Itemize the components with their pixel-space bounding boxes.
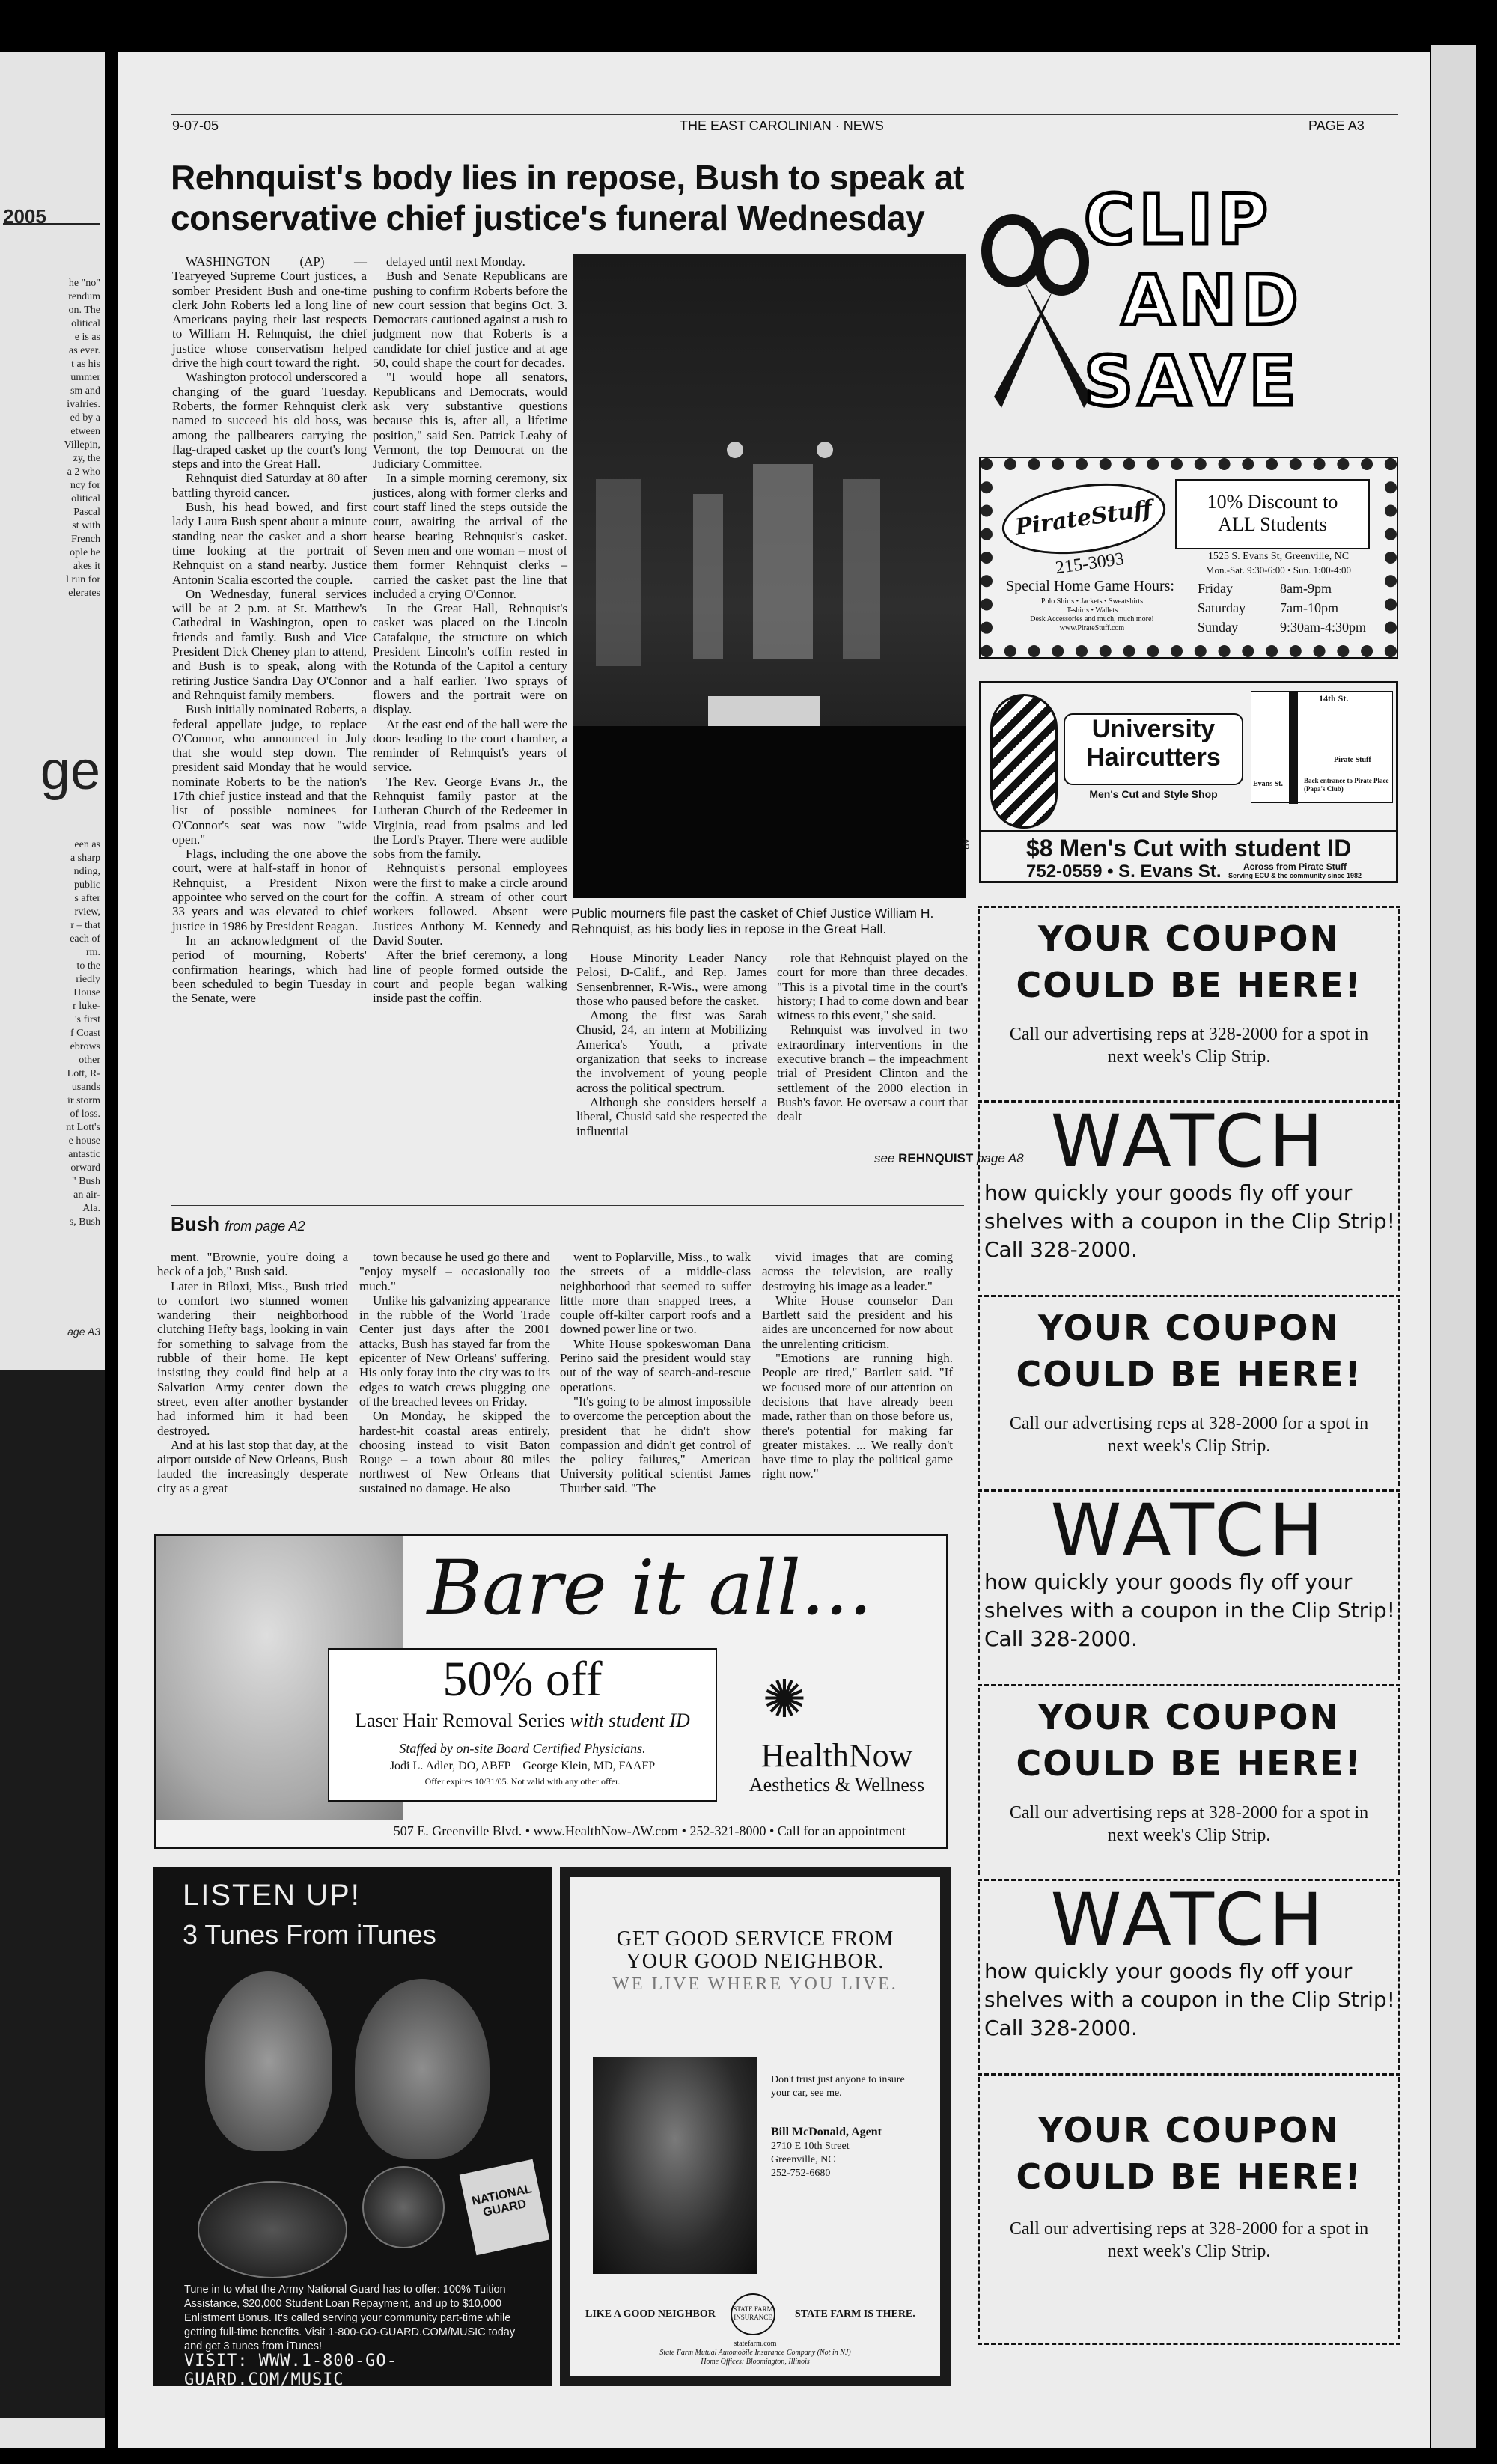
state-farm-ad[interactable] <box>560 1867 951 2386</box>
sf-head-2: YOUR GOOD NEIGHBOR. <box>626 1950 885 1973</box>
uh-map-evans: Evans St. <box>1253 780 1284 788</box>
adjacent-line: e is as <box>74 332 100 343</box>
adjacent-line: French <box>71 534 100 545</box>
ad-doctors: Jodi L. Adler, DO, ABFP George Klein, MD, FAAFP <box>389 1760 656 1772</box>
article-column-3 <box>576 951 767 1138</box>
and-word: AND <box>1121 260 1303 341</box>
sf-fine-2: State Farm Mutual Automobile Insurance Company (Not in NJ) <box>659 2349 851 2357</box>
watch-placeholder-3[interactable] <box>978 1878 1400 2070</box>
adjacent-line: to the <box>76 960 100 972</box>
photo-flag-casket <box>708 696 820 726</box>
paragraph: In a simple morning ceremony, six justices, along with former clerks and court staff lined the steps outside the court, awaiting the arrival of the hearse bearing Rehnquist's casket. Seven men and one woman – most of them former Rehnquist clerks – carried the casket past the line that included a crying O'Connor. <box>373 471 567 601</box>
adjacent-line: etween <box>70 426 100 437</box>
ad-script-title: Bare it all... <box>427 1544 873 1632</box>
sf-agent-photo <box>593 2057 757 2274</box>
adjacent-line: ople he <box>70 547 100 558</box>
photo-credit: AP <box>961 838 970 850</box>
paragraph: delayed until next Monday. <box>386 254 525 269</box>
pirate-stuff-ad[interactable] <box>979 457 1398 659</box>
sf-fine-1: statefarm.com <box>734 2340 777 2348</box>
pirate-discount: 10% Discount to ALL Students <box>1175 479 1370 549</box>
adjacent-line: sm and <box>70 385 100 397</box>
paragraph: At the east end of the hall were the doors leading to the court chamber, a reminder of Rehnquist's years of service. <box>373 716 567 775</box>
adjacent-line: olitical <box>71 493 100 504</box>
adjacent-line: ebrows <box>70 1041 100 1052</box>
adjacent-year: 2005 <box>3 210 100 225</box>
bush-column-2 <box>359 1250 550 1495</box>
uh-name-box <box>1064 713 1243 785</box>
pirate-items-2: T-shirts • Wallets <box>1066 606 1118 615</box>
paragraph: White House counselor Dan Bartlett said the president and his aides are unconcerned for now about the unrelenting criticism. <box>762 1293 953 1351</box>
clip-and-save-banner <box>972 180 1413 442</box>
paragraph: Bush initially nominated Roberts, a federal appellate judge, to replace O'Connor, who announced in July that she would step down. The president said Monday that he would nominate Roberts to be the nation's 17th chief justice instead and that the list of possible nominees for O'Connor's seat was now "wide open." <box>172 702 367 847</box>
adjacent-line: of loss. <box>70 1109 100 1120</box>
coupon-line-2: COULD BE HERE! <box>1016 2156 1362 2197</box>
adjacent-line: House <box>73 987 100 998</box>
bush-column-4 <box>762 1250 953 1481</box>
uh-across: Across from Pirate Stuff <box>1243 862 1347 872</box>
coupon-line-2: COULD BE HERE! <box>1016 1743 1362 1784</box>
uh-serving: Serving ECU & the community since 1982 <box>1228 872 1362 879</box>
adjacent-line: an air- <box>73 1189 100 1201</box>
photo-lamp-2 <box>817 442 833 458</box>
adjacent-line: Ala. <box>82 1203 100 1214</box>
paragraph: "It's going to be almost impossible to overcome the perception about the president that he didn't show compassion and didn't get control of the policy failures," American University political scientist James Thurber said. "The <box>560 1394 751 1495</box>
pirate-game-title: Special Home Game Hours: <box>1006 578 1174 594</box>
article-column-4 <box>777 951 968 1124</box>
page-number: PAGE A3 <box>1308 118 1365 133</box>
jump-see: see <box>874 1151 895 1165</box>
header-rule <box>171 114 1398 115</box>
uh-map-pirate: Pirate Stuff <box>1334 756 1371 764</box>
photo-doorway-center <box>753 464 813 659</box>
adjacent-line: Villepin, <box>64 439 100 451</box>
sf-agent-name: Bill McDonald, Agent <box>771 2126 882 2138</box>
adjacent-line: a sharp <box>70 853 100 864</box>
paragraph: town because he used go there and "enjoy myself – occasionally too much." <box>359 1250 550 1293</box>
watch-text: how quickly your goods fly off your shelves with a coupon in the Clip Strip! Call 328-2000. <box>984 1180 1395 1262</box>
paragraph: ment. "Brownie, you're doing a heck of a job," Bush said. <box>157 1250 348 1279</box>
pirate-saturday: Saturday <box>1198 600 1246 615</box>
adjacent-line: as ever. <box>69 345 100 356</box>
paragraph: On Wednesday, funeral services will be at 2 p.m. at St. Matthew's Cathedral in Washington, open to friends and family. Bush and Vice President Dick Cheney plan to attend, and Bush is to speak, along with retiring Justice Sandra Day O'Connor and Rehnquist family members. <box>172 586 367 702</box>
jump-name: REHNQUIST <box>898 1151 974 1165</box>
article-column-1 <box>172 254 367 1005</box>
paragraph: The Rev. George Evans Jr., the Rehnquist family pastor at the Lutheran Church of the Redeemer in Virginia, read from psalms and led the Lord's Prayer. There were audible sobs from the family. <box>373 774 567 862</box>
uh-map-road <box>1289 692 1298 804</box>
adjacent-line: een as <box>74 839 100 850</box>
guard-body: Tune in to what the Army National Guard has to offer: 100% Tuition Assistance, $20,000 Student Loan Repayment, and up to $10,000 Enlistment Bonus. It's called serving your community part-time while getting full-time benefits. Visit 1-800-GO-GUARD.COM/MUSIC today and get 3 tunes from iTunes! <box>184 2284 516 2352</box>
clip-divider-5 <box>978 1684 1400 1686</box>
paragraph: Later in Biloxi, Miss., Bush tried to comfort two stunned women wandering their neighborhood clutching Hefty bags, looking in vain for something to salvage from the rubble of their home. He kept insisting they could find help at a Salvation Army center down the street, even after another bystander had informed him it had been destroyed. <box>157 1278 348 1438</box>
photo-doorway-right <box>843 479 880 659</box>
paragraph: Although she considers herself a liberal, Chusid said she respected the influential <box>576 1094 767 1138</box>
guard-person-2 <box>355 1979 490 2159</box>
paragraph: went to Poplarville, Miss., to walk the streets of a middle-class neighborhood that seemed to suffer little more than snapped trees, a couple off-kilter carport roofs and a downed power line or two. <box>560 1250 751 1337</box>
sf-phone: 252-752-6680 <box>771 2168 831 2179</box>
guard-person-1 <box>205 1971 332 2151</box>
adjacent-page-strip <box>0 52 105 2448</box>
paragraph: Bush, his head bowed, and first lady Laura Bush spent about a minute standing near the casket and a short time looking at the portrait of Rehnquist on a stand nearby. Justice Antonin Scalia escorted the couple. <box>172 500 367 587</box>
adjacent-line: elerates <box>68 588 100 599</box>
coupon-line-1: YOUR COUPON <box>1037 1308 1341 1348</box>
bush-column-3 <box>560 1250 751 1495</box>
guard-cd-2 <box>362 2166 445 2248</box>
pirate-hours: Mon.-Sat. 9:30-6:00 • Sun. 1:00-4:00 <box>1205 564 1352 576</box>
sf-head-3: WE LIVE WHERE YOU LIVE. <box>612 1974 898 1994</box>
paragraph: WASHINGTON (AP) — Tearyeyed Supreme Court justices, a somber President Bush and one-time clerk John Roberts led a long line of Americans paying their last respects to William H. Rehnquist, the chief justice whose conservatism helped drive the high court toward the right. <box>172 254 367 370</box>
adjacent-line: rendum <box>68 291 100 302</box>
uh-name-2: Haircutters <box>1086 743 1221 772</box>
sf-address-2: Greenville, NC <box>771 2154 835 2165</box>
sf-fine-3: Home Offices: Bloomington, Illinois <box>701 2358 810 2366</box>
uh-sub: Men's Cut and Style Shop <box>1089 788 1218 800</box>
paragraph: Flags, including the one above the court, were at half-staff in honor of Rehnquist, a President Nixon appointee who served on the court for 33 years and was elevated to chief justice in 1986 by President Reagan. <box>172 847 367 933</box>
adjacent-line: ivalries. <box>67 399 100 410</box>
healthnow-ad[interactable] <box>154 1534 948 1849</box>
coupon-line-1: YOUR COUPON <box>1037 2110 1341 2150</box>
guard-cd-1 <box>198 2181 347 2278</box>
adjacent-jump: age A3 <box>67 1326 100 1338</box>
clip-divider-8 <box>978 2343 1400 2345</box>
paragraph: House Minority Leader Nancy Pelosi, D-Calif., and Rep. James Sensenbrenner, R-Wis., were among those who paused before the casket. <box>576 951 767 1008</box>
adjacent-line: r – that <box>70 920 100 931</box>
clip-divider-3 <box>978 1295 1400 1297</box>
paragraph: Rehnquist was involved in two extraordinary interventions in the executive branch – the impeachment trial of President Clinton and the settlement of the 2000 election in Bush's favor. He oversaw a court that dealt <box>777 1022 968 1124</box>
adjacent-line: usands <box>71 1082 100 1093</box>
coupon-line-2: COULD BE HERE! <box>1016 965 1362 1005</box>
pirate-sunday-hours: 9:30am-4:30pm <box>1280 620 1366 635</box>
adjacent-text-top <box>3 277 100 600</box>
paragraph: role that Rehnquist played on the court for more than three decades. "This is a pivotal time in the court's history; I had to come down and bear witness to this event," she said. <box>777 951 968 1023</box>
adjacent-ad-dark <box>0 1370 105 2418</box>
paragraph: Bush and Senate Republicans are pushing to confirm Roberts before the new court session that begins Oct. 3. Democrats cautioned against a rush to judgment now that Roberts is a candidate for chief justice and at age 50, could shape the court for decades. <box>373 269 567 370</box>
bush-from-page: from page A2 <box>225 1219 305 1233</box>
adjacent-headline-fragment: ge <box>40 741 100 801</box>
adjacent-line: olitical <box>71 318 100 329</box>
ad-brand-sub: Aesthetics & Wellness <box>748 1774 925 1796</box>
adjacent-line: antastic <box>68 1149 100 1160</box>
coupon-placeholder-4[interactable] <box>978 2077 1400 2339</box>
adjacent-line: ed by a <box>70 412 100 424</box>
adjacent-line: l run for <box>66 574 100 585</box>
paragraph: Unlike his galvanizing appearance in the rubble of the World Trade Center just days after the 2001 attacks, Bush has stayed far from the epicenter of New Orleans' suffering. His only foray into the city was to its edges to watch crews plugging one of the breached levees on Friday. <box>359 1293 550 1409</box>
paper-name: THE EAST CAROLINIAN · NEWS <box>680 118 884 133</box>
pirate-saturday-hours: 7am-10pm <box>1280 600 1338 615</box>
pirate-friday-hours: 8am-9pm <box>1280 581 1332 596</box>
guard-visit-link[interactable]: VISIT: WWW.1-800-GO-GUARD.COM/MUSIC <box>184 2352 397 2386</box>
adjacent-line: ir storm <box>67 1095 100 1106</box>
watch-placeholder-1[interactable] <box>978 1100 1400 1291</box>
ad-percent: 50% off <box>442 1652 603 1707</box>
photo-column-left <box>596 479 641 666</box>
pirate-url: www.PirateStuff.com <box>1059 624 1125 632</box>
adjacent-line: r luke- <box>73 1001 100 1012</box>
adjacent-text-bottom <box>3 838 100 1229</box>
barber-pole-icon <box>990 694 1058 829</box>
adjacent-line: Lott, R- <box>67 1068 100 1079</box>
paragraph: vivid images that are coming across the television, are really destroying his image as a leader." <box>762 1250 953 1293</box>
article-photo <box>573 254 966 898</box>
bush-label-word: Bush <box>171 1213 219 1235</box>
jump-page: page A8 <box>977 1151 1024 1165</box>
ad-staffed: Staffed by on-site Board Certified Physicians. <box>399 1741 646 1756</box>
uh-map-back: Back entrance to Pirate Place (Papa's Club) <box>1304 777 1389 793</box>
coupon-line-1: YOUR COUPON <box>1037 1697 1341 1737</box>
newspaper-page <box>118 52 1430 2448</box>
adjacent-line: s, Bush <box>69 1216 100 1228</box>
paragraph: And at his last stop that day, at the airport outside of New Orleans, Bush lauded the increasingly desperate city as a great <box>157 1437 348 1495</box>
watch-big: WATCH <box>1050 1100 1328 1183</box>
scissors-icon <box>972 210 1099 412</box>
photo-caption: Public mourners file past the casket of Chief Justice William H. Rehnquist, as his body lies in repose in the Great Hall. <box>571 906 934 936</box>
pirate-items-3: Desk Accessories and much, much more! <box>1030 615 1154 623</box>
guard-title: LISTEN UP! <box>183 1879 361 1912</box>
article-column-2 <box>373 254 567 1005</box>
pirate-sunday: Sunday <box>1198 620 1238 635</box>
paragraph: White House spokeswoman Dana Perino said the president would stay out of the way of search-and-rescue operations. <box>560 1336 751 1394</box>
adjacent-line: t as his <box>71 359 100 370</box>
paragraph: In the Great Hall, Rehnquist's casket was placed on the Lincoln Catafalque, the structure on which President Lincoln's coffin rested in the Rotunda of the Capitol a century and a half earlier. Two sprays of flowers and the portrait were on display. <box>373 601 567 717</box>
adjacent-line: riedly <box>76 974 100 985</box>
adjacent-line: rview, <box>74 906 100 918</box>
coupon-placeholder-3[interactable] <box>978 1688 1400 1875</box>
photo-crowd <box>573 726 966 898</box>
adjacent-line: " Bush <box>71 1176 100 1187</box>
sf-tag-right: STATE FARM IS THERE. <box>795 2308 915 2320</box>
coupon-placeholder-2[interactable] <box>978 1299 1400 1486</box>
ad-brand: HealthNow <box>760 1737 913 1774</box>
adjacent-line: public <box>74 879 100 891</box>
guard-subtitle: 3 Tunes From iTunes <box>183 1919 436 1950</box>
adjacent-line: st with <box>72 520 100 531</box>
uh-offer: $8 Men's Cut with student ID <box>1026 835 1352 862</box>
national-guard-ad[interactable] <box>153 1867 552 2386</box>
coupon-line-1: YOUR COUPON <box>1037 918 1341 959</box>
adjacent-line: 's first <box>74 1014 100 1025</box>
paragraph: Among the first was Sarah Chusid, 24, an intern at Mobilizing America's Youth, a private organization that seeks to increase the involvement of young people across the political spectrum. <box>576 1008 767 1095</box>
issue-date: 9-07-05 <box>172 118 219 133</box>
adjacent-line: each of <box>70 933 100 945</box>
adjacent-line: rm. <box>85 947 100 958</box>
pirate-address: 1525 S. Evans St, Greenville, NC <box>1207 551 1350 562</box>
clip-divider-7 <box>978 2073 1400 2076</box>
clip-word: CLIP <box>1084 180 1272 260</box>
coupon-text: Call our advertising reps at 328-2000 for a spot in next week's Clip Strip. <box>1009 2219 1369 2261</box>
guard-badge: NATIONAL GUARD <box>460 2159 550 2255</box>
ad-footer: 507 E. Greenville Blvd. • www.HealthNow-AW.com • 252-321-8000 • Call for an appointment <box>393 1823 906 1838</box>
photo-doorway-left <box>693 494 723 659</box>
section-rule <box>171 1205 964 1206</box>
ad-offer-box <box>328 1648 717 1802</box>
paragraph: "I would hope all senators, Republicans and Democrats, would ask very substantive questions because this is, after all, a lifetime position," said Sen. Patrick Leahy of Vermont, the top Democrat on the Judiciary Committee. <box>373 370 567 472</box>
uh-map-14th: 14th St. <box>1319 693 1349 704</box>
adjacent-line: e house <box>68 1135 100 1147</box>
healthnow-flower-icon: ✺ <box>762 1671 807 1729</box>
adjacent-line: ncy for <box>70 480 100 491</box>
save-word: SAVE <box>1084 341 1301 421</box>
university-haircutters-ad[interactable] <box>979 681 1398 883</box>
uh-map <box>1251 691 1393 803</box>
adjacent-page-right <box>1431 45 1476 2448</box>
adjacent-line: s after <box>74 893 100 904</box>
uh-phone: 752-0559 • S. Evans St. <box>1026 862 1222 882</box>
sf-address-1: 2710 E 10th Street <box>771 2141 850 2152</box>
adjacent-line: orward <box>70 1162 100 1174</box>
ad-service: Laser Hair Removal Series with student ID <box>355 1710 690 1731</box>
watch-text: how quickly your goods fly off your shelves with a coupon in the Clip Strip! Call 328-2000. <box>984 1570 1395 1651</box>
bush-jump-label <box>171 1213 305 1236</box>
adjacent-line: Pascal <box>73 507 100 518</box>
article-headline: Rehnquist's body lies in repose, Bush to speak at conservative chief justice's funeral Wednesday <box>171 158 965 237</box>
coupon-text: Call our advertising reps at 328-2000 for a spot in next week's Clip Strip. <box>1009 1803 1369 1845</box>
pirate-friday: Friday <box>1198 581 1233 596</box>
paragraph: After the brief ceremony, a long line of people formed outside the court and people began walking inside past the coffin. <box>373 948 567 1006</box>
adjacent-line: f Coast <box>70 1028 100 1039</box>
sf-tag-left: LIKE A GOOD NEIGHBOR <box>585 2308 716 2320</box>
pirate-items-1: Polo Shirts • Jackets • Sweatshirts <box>1040 597 1144 606</box>
photo-lamp-1 <box>727 442 743 458</box>
coupon-line-2: COULD BE HERE! <box>1016 1354 1362 1394</box>
paragraph: Rehnquist's personal employees were the first to make a circle around the coffin. A stream of other court workers followed. Absent were Justices Anthony M. Kennedy and David Souter. <box>373 861 567 948</box>
adjacent-line: nt Lott's <box>66 1122 100 1133</box>
adjacent-line: akes it <box>73 561 100 572</box>
adjacent-line: other <box>79 1055 100 1066</box>
adjacent-line: zy, the <box>73 453 100 464</box>
paragraph: On Monday, he skipped the hardest-hit coastal areas entirely, choosing instead to visit Baton Rouge – a town about 80 miles northwest of New Orleans that sustained no damage. He also <box>359 1409 550 1495</box>
bush-column-1 <box>157 1250 348 1495</box>
paragraph: In an acknowledgment of the period of mourning, Roberts' confirmation hearings, which had been scheduled to begin Tuesday in the Senate, were <box>172 933 367 1006</box>
adjacent-line: a 2 who <box>67 466 100 478</box>
sf-head-1: GET GOOD SERVICE FROM <box>616 1927 894 1951</box>
watch-text: how quickly your goods fly off your shelves with a coupon in the Clip Strip! Call 328-2000. <box>984 1959 1395 2040</box>
uh-name-1: University <box>1091 715 1216 743</box>
coupon-text: Call our advertising reps at 328-2000 for a spot in next week's Clip Strip. <box>1009 1025 1369 1067</box>
paragraph: "Emotions are running high. People are tired," Bartlett said. "If we focused more of our attention on decisions that have already been made, rather than on those before us, there's potential for making far greater mistakes. ... We really don't have time to play the political game right now." <box>762 1351 953 1481</box>
pirate-phone: 215-3093 <box>1054 549 1126 579</box>
clip-divider-1 <box>978 906 1400 908</box>
coupon-text: Call our advertising reps at 328-2000 for a spot in next week's Clip Strip. <box>1009 1414 1369 1456</box>
adjacent-line: nding, <box>73 866 100 877</box>
ad-expires: Offer expires 10/31/05. Not valid with any other offer. <box>424 1776 621 1787</box>
adjacent-line: on. The <box>68 305 100 316</box>
paragraph: Rehnquist died Saturday at 80 after battling thyroid cancer. <box>172 471 367 500</box>
watch-placeholder-2[interactable] <box>978 1489 1400 1680</box>
adjacent-line: ummer <box>70 372 100 383</box>
pirate-logo: PirateStuff <box>998 474 1170 564</box>
watch-big: WATCH <box>1050 1489 1328 1573</box>
uh-divider <box>981 830 1396 832</box>
watch-big: WATCH <box>1050 1878 1328 1962</box>
sf-dont-trust: Don't trust just anyone to insure your car, see me. <box>771 2074 905 2099</box>
coupon-placeholder-1[interactable] <box>978 909 1400 1097</box>
sf-logo: STATE FARM INSURANCE <box>731 2293 775 2335</box>
state-farm-panel <box>570 1877 940 2376</box>
adjacent-line: he "no" <box>68 278 100 289</box>
paragraph: Washington protocol underscored a changing of the guard Tuesday. Roberts, the former Rehnquist clerk named to succeed his old boss, was among the pallbearers carrying the flag-draped casket up the court's long steps and into the Great Hall. <box>172 370 367 472</box>
